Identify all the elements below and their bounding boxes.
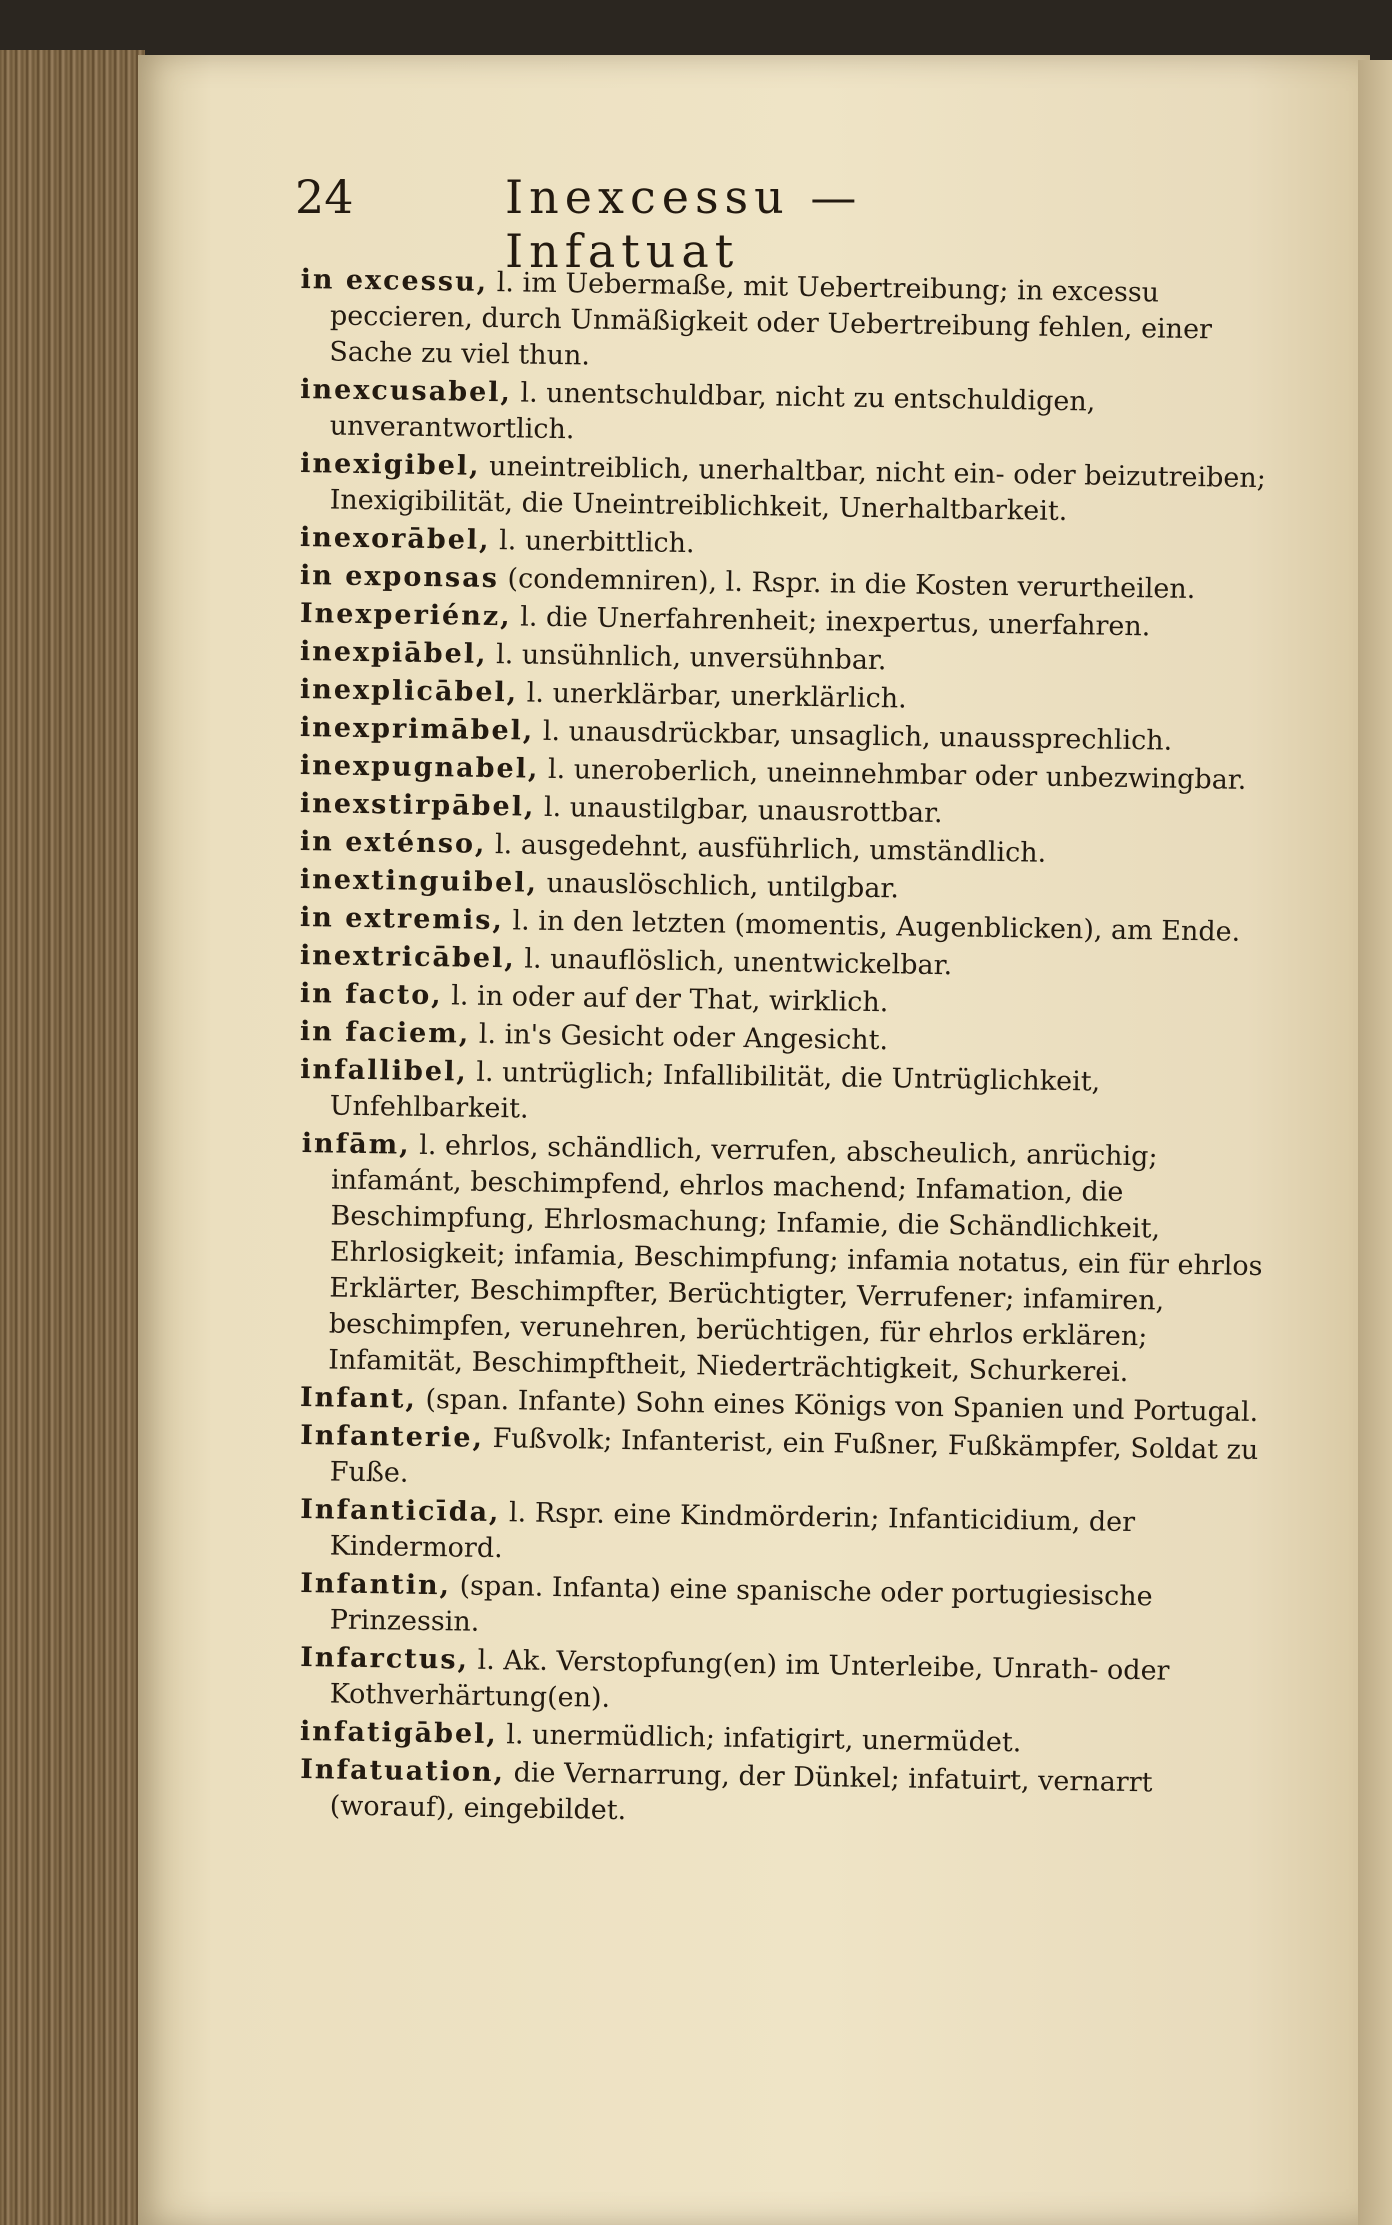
entry-definition: l. uneroberlich, uneinnehmbar oder unbezwingbar. <box>547 753 1247 796</box>
entry-headword: in exponsas <box>299 560 500 595</box>
entry-definition: uneintreiblich, unerhaltbar, nicht ein- oder beizutreiben; Inexigibilität, die Uneintreiblichkeit, Unerhaltbarkeit. <box>329 450 1267 528</box>
entry-definition: (span. Infanta) eine spanische oder portugiesische Prinzessin. <box>329 1570 1153 1638</box>
entry-headword: infallibel, <box>300 1054 468 1088</box>
dictionary-entry <box>299 1052 1285 1139</box>
entry-headword: Infanticīda, <box>300 1494 501 1529</box>
dictionary-entry <box>299 1566 1285 1653</box>
dictionary-entry <box>299 1418 1285 1505</box>
book-page-edges <box>0 50 145 2225</box>
entry-definition: unauslöschlich, untilgbar. <box>546 867 900 905</box>
entry-definition: l. unerklärbar, unerklärlich. <box>526 677 907 715</box>
entry-definition: l. unausdrückbar, unsaglich, unaussprechlich. <box>542 715 1173 757</box>
entry-definition: l. in's Gesicht oder Angesicht. <box>478 1018 889 1057</box>
entry-definition: l. ausgedehnt, ausführlich, umständlich. <box>494 829 1047 869</box>
entry-headword: inextricābel, <box>299 940 516 975</box>
entry-definition: die Vernarrung, der Dünkel; infatuirt, vernarrt (worauf), eingebildet. <box>329 1757 1153 1827</box>
entry-headword: Infant, <box>299 1382 418 1415</box>
entry-headword: Infatuation, <box>300 1754 506 1789</box>
dictionary-entry <box>298 1126 1287 1393</box>
entry-definition: l. im Uebermaße, mit Uebertreibung; in excessu peccieren, durch Unmäßigkeit oder Uebertreibung fehlen, einer Sache zu viel thun. <box>329 267 1213 372</box>
entry-definition: l. untrüglich; Infallibilität, die Untrüglichkeit, Unfehlbarkeit. <box>329 1056 1101 1125</box>
entry-headword: inextinguibel, <box>299 864 539 899</box>
entry-headword: inexplicābel, <box>299 674 519 709</box>
entry-definition: l. unaustilgbar, unausrottbar. <box>543 791 943 830</box>
entry-headword: Inexperiénz, <box>299 598 512 633</box>
dictionary-entry <box>299 1492 1285 1579</box>
entry-headword: inexcusabel, <box>300 374 513 409</box>
entry-headword: in faciem, <box>299 1016 471 1050</box>
entry-definition: l. in den letzten (momentis, Augenblicken), am Ende. <box>512 905 1241 948</box>
dictionary-entry <box>299 1640 1285 1727</box>
entry-headword: inexigibel, <box>300 448 481 482</box>
entry-headword: in extremis, <box>299 902 505 937</box>
page-header <box>295 170 1095 278</box>
entry-definition: l. unauflöslich, unentwickelbar. <box>524 943 953 982</box>
page-number: 24 <box>295 170 354 224</box>
entry-definition: l. unsühnlich, unversühnbar. <box>495 639 887 677</box>
entry-definition: Fußvolk; Infanterist, ein Fußner, Fußkämpfer, Soldat zu Fuße. <box>329 1423 1259 1489</box>
entry-headword: in excessu, <box>300 264 489 298</box>
entry-definition: l. Ak. Verstopfung(en) im Unterleibe, Unrath- oder Kothverhärtung(en). <box>329 1644 1170 1714</box>
entry-definition: l. unermüdlich; infatigirt, unermüdet. <box>506 1719 1022 1759</box>
dictionary-entry <box>299 372 1285 459</box>
entry-definition: l. unerbittlich. <box>498 525 695 560</box>
entry-headword: infām, <box>301 1128 411 1161</box>
dictionary-entry <box>299 1752 1285 1839</box>
entry-definition: (condemniren), l. Rspr. in die Kosten verurtheilen. <box>507 563 1196 606</box>
running-title: Inexcessu — Infatuat <box>505 170 863 278</box>
entry-definition: l. in oder auf der That, wirklich. <box>451 980 889 1019</box>
entry-definition: l. unentschuldbar, nicht zu entschuldigen, unverantwortlich. <box>329 377 1096 446</box>
entry-definition: (span. Infante) Sohn eines Königs von Spanien und Portugal. <box>425 1383 1259 1429</box>
entry-headword: Infanterie, <box>300 1420 485 1454</box>
entry-headword: in facto, <box>299 978 443 1012</box>
entry-headword: in exténso, <box>299 826 487 860</box>
entry-definition: l. Rspr. eine Kindmörderin; Infanticidium, der Kindermord. <box>329 1497 1136 1565</box>
entry-headword: infatigābel, <box>299 1716 499 1751</box>
facing-page-edge <box>1358 60 1392 2225</box>
entry-headword: Infantin, <box>300 1568 452 1602</box>
dictionary-entry <box>299 446 1285 533</box>
entry-headword: inexstirpābel, <box>299 788 536 823</box>
entry-definition: l. die Unerfahrenheit; inexpertus, unerfahren. <box>519 601 1151 643</box>
entry-headword: inexorābel, <box>299 522 491 556</box>
entry-headword: inexprimābel, <box>299 712 535 747</box>
entry-definition: l. ehrlos, schändlich, verrufen, abscheulich, anrüchig; infamánt, beschimpfend, ehrlos machend; Infamation, die Beschimpfung, Ehrlosmachung; Infamie, die Schändlichkeit, Ehrlosigkeit; infamia, Beschimpfung; infamia notatus, ein für ehrlos Erklärter, Beschimpfter, Berüchtigter, Verrufener; infamiren, beschimpfen, verunehren, berüchtigen, für ehrlos erklären; Infamität, Beschimpftheit, Niederträchtigkeit, Schurkerei. <box>328 1129 1263 1389</box>
entry-headword: Infarctus, <box>300 1642 470 1676</box>
entry-headword: inexpugnabel, <box>299 750 540 785</box>
dictionary-entries <box>300 262 1285 1962</box>
dictionary-entry <box>299 262 1286 385</box>
entry-headword: inexpiābel, <box>299 636 488 670</box>
